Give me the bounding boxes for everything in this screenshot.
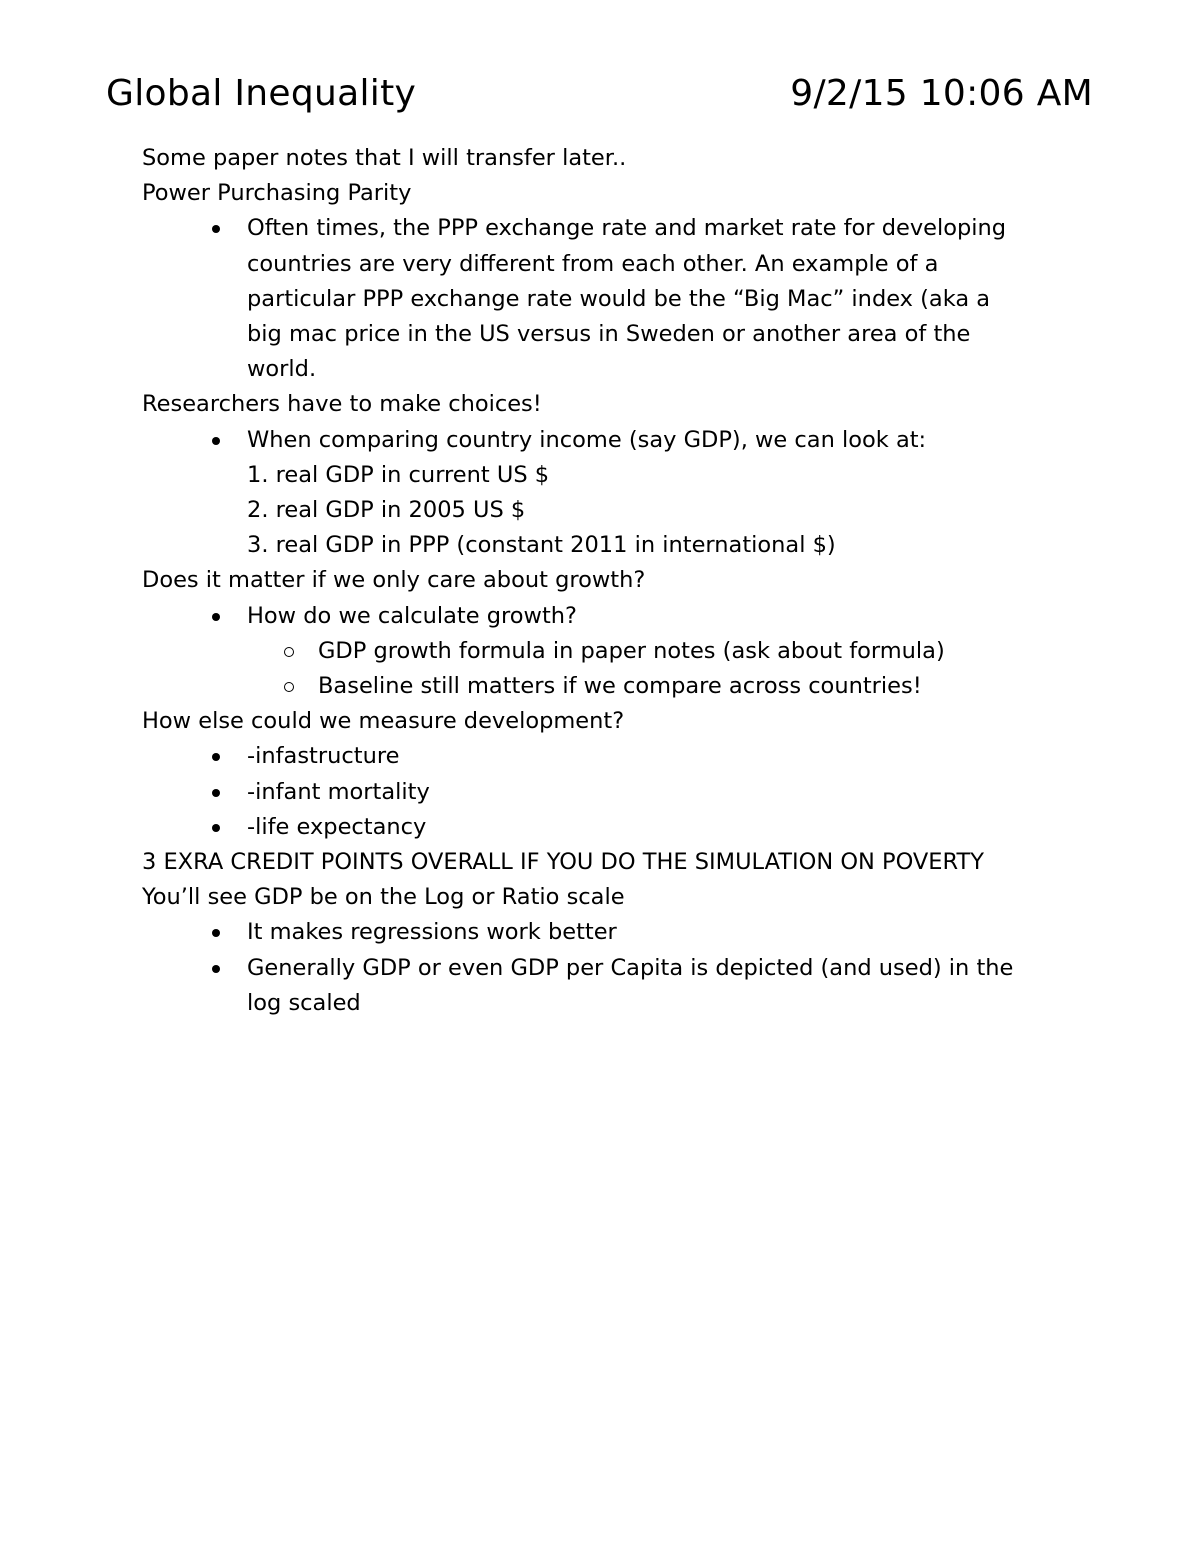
circle-bullet-icon: [284, 647, 294, 657]
item-text: real GDP in PPP (constant 2011 in international $): [275, 532, 836, 559]
bullet-icon: [212, 965, 220, 973]
bullet-text-line: log scaled: [247, 989, 361, 1016]
bullet-item: [142, 423, 1082, 458]
item-number: 3.: [247, 532, 269, 559]
bullet-item: [142, 810, 1082, 845]
bullet-icon: [212, 789, 220, 797]
section-heading: Researchers have to make choices!: [142, 391, 542, 418]
bullet-text: -infant mortality: [247, 778, 430, 805]
sub-bullet-item: [142, 669, 1082, 704]
bullet-text-line: big mac price in the US versus in Sweden or another area of the: [247, 321, 971, 348]
bullet-text: It makes regressions work better: [247, 919, 617, 946]
bullet-item: [142, 915, 1082, 950]
item-text: real GDP in 2005 US $: [275, 497, 526, 524]
bullet-item: [142, 211, 1082, 387]
circle-bullet-icon: [284, 682, 294, 692]
bullet-text: When comparing country income (say GDP), we can look at:: [247, 426, 927, 453]
bullet-icon: [212, 437, 220, 445]
bullet-item: [142, 951, 1082, 1021]
bullet-item: [142, 775, 1082, 810]
section-heading: How else could we measure development?: [142, 708, 625, 735]
item-number: 2.: [247, 497, 269, 524]
bullet-icon: [212, 929, 220, 937]
notes-body: [142, 141, 1082, 1021]
numbered-item: [142, 493, 1082, 528]
sub-bullet-item: [142, 634, 1082, 669]
bullet-text: -life expectancy: [247, 813, 427, 840]
bullet-text-line: Often times, the PPP exchange rate and market rate for developing: [247, 215, 1007, 242]
item-number: 1.: [247, 461, 269, 488]
bullet-icon: [212, 753, 220, 761]
note-line: Some paper notes that I will transfer later..: [142, 145, 627, 171]
bullet-icon: [212, 225, 220, 233]
sub-bullet-text: Baseline still matters if we compare across countries!: [318, 673, 922, 700]
numbered-item: [142, 458, 1082, 493]
section-heading: Power Purchasing Parity: [142, 180, 412, 207]
numbered-item: [142, 528, 1082, 563]
bullet-text-line: world.: [247, 356, 317, 383]
section-heading: You’ll see GDP be on the Log or Ratio scale: [142, 884, 625, 911]
note-line: 3 EXRA CREDIT POINTS OVERALL IF YOU DO THE SIMULATION ON POVERTY: [142, 849, 984, 876]
bullet-item: [142, 599, 1082, 634]
bullet-icon: [212, 613, 220, 621]
bullet-item: [142, 739, 1082, 774]
bullet-icon: [212, 824, 220, 832]
bullet-text: -infastructure: [247, 743, 400, 770]
page-title: Global Inequality: [106, 73, 417, 114]
bullet-text: How do we calculate growth?: [247, 602, 577, 629]
bullet-text-line: particular PPP exchange rate would be the “Big Mac” index (aka a: [247, 285, 991, 312]
bullet-text-line: countries are very different from each other. An example of a: [247, 250, 939, 277]
bullet-text-line: Generally GDP or even GDP per Capita is depicted (and used) in the: [247, 954, 1014, 981]
sub-bullet-text: GDP growth formula in paper notes (ask about formula): [318, 637, 945, 664]
section-heading: Does it matter if we only care about growth?: [142, 567, 646, 594]
item-text: real GDP in current US $: [275, 461, 550, 488]
page-date: 9/2/15 10:06 AM: [790, 73, 1093, 114]
